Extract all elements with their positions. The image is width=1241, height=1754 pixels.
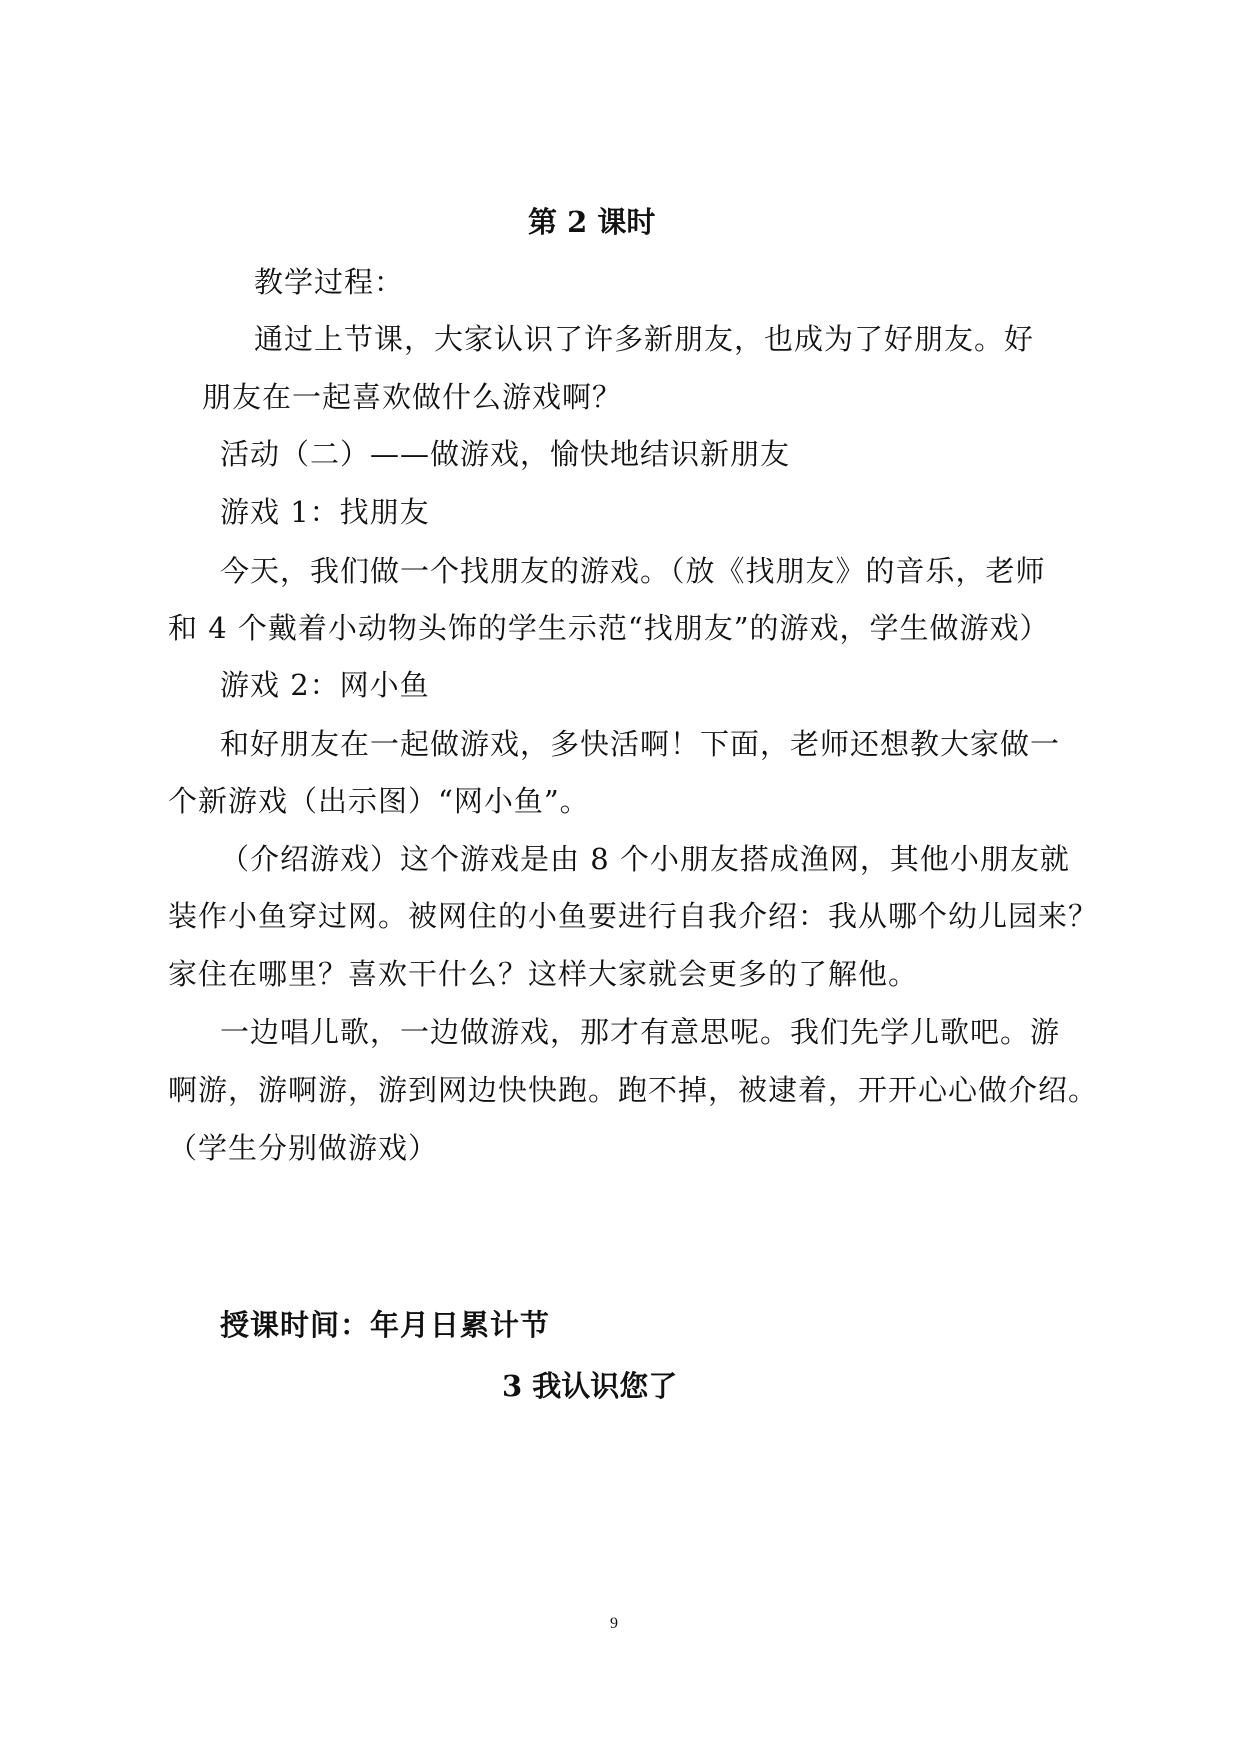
game-1-heading: 游戏 1：找朋友 [220, 495, 430, 529]
game-2-heading: 游戏 2：网小鱼 [220, 668, 430, 702]
paragraph-teaching-process: 教学过程： [254, 265, 405, 299]
game-2-line-1: 和好朋友在一起做游戏，多快活啊！下面，老师还想教大家做一 [220, 727, 1061, 761]
teaching-time: 授课时间：年月日累计节 [220, 1308, 551, 1342]
page-number: 9 [610, 1615, 618, 1632]
game-intro-line-3: 家住在哪里？喜欢干什么？这样大家就会更多的了解他。 [168, 957, 919, 991]
game-intro-line-2: 装作小鱼穿过网。被网住的小鱼要进行自我介绍：我从哪个幼儿园来？ [168, 899, 1099, 933]
game-2-line-2: 个新游戏（出示图）“网小鱼”。 [168, 784, 590, 818]
activity-heading: 活动（二）——做游戏，愉快地结识新朋友 [220, 437, 791, 471]
section-title: 第 2 课时 [528, 205, 656, 239]
paragraph-intro-line-2: 朋友在一起喜欢做什么游戏啊？ [202, 380, 623, 414]
paragraph-intro-line-1: 通过上节课，大家认识了许多新朋友，也成为了好朋友。好 [254, 322, 1035, 356]
lesson-title: 3 我认识您了 [502, 1369, 678, 1403]
game-intro-line-1: （介绍游戏）这个游戏是由 8 个小朋友搭成渔网，其他小朋友就 [220, 842, 1070, 876]
song-line-2: 啊游，游啊游，游到网边快快跑。跑不掉，被逮着，开开心心做介绍。 [168, 1073, 1099, 1107]
game-1-line-2: 和 4 个戴着小动物头饰的学生示范“找朋友”的游戏，学生做游戏） [168, 611, 1050, 645]
song-line-1: 一边唱儿歌，一边做游戏，那才有意思呢。我们先学儿歌吧。游 [220, 1015, 1061, 1049]
song-line-3: （学生分别做游戏） [168, 1131, 439, 1165]
game-1-line-1: 今天，我们做一个找朋友的游戏。（放《找朋友》的音乐，老师 [220, 554, 1046, 588]
